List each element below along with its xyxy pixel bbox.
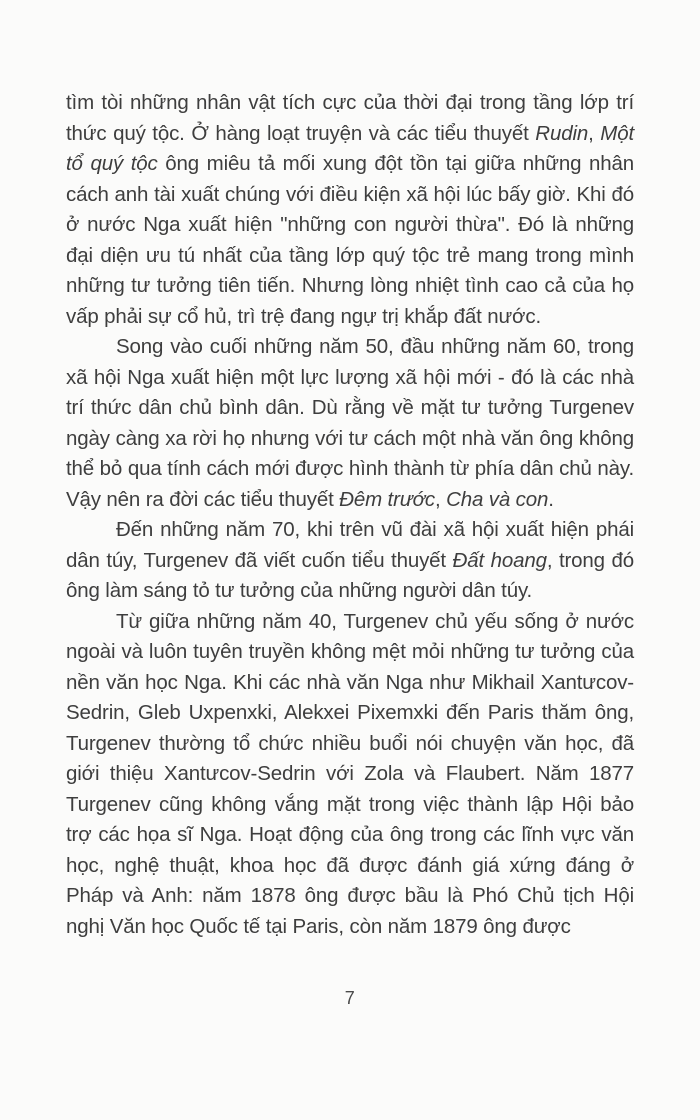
body-text: , trong đó ông làm sáng tỏ tư tưởng của những người dân túy. [66, 548, 634, 602]
paragraph [66, 607, 634, 943]
paragraph [66, 332, 634, 515]
book-title-italic: Đất hoang [452, 548, 547, 572]
paragraph [66, 88, 634, 332]
body-text: ông miêu tả mối xung đột tồn tại giữa những nhân cách anh tài xuất chúng với điều kiện xã hội lúc bấy giờ. Khi đó ở nước Nga xuất hiện "những con người thừa". Đó là những đại diện ưu tú nhất của tầng lớp quý tộc trẻ mang trong mình những tư tưởng tiên tiến. Nhưng lòng nhiệt tình cao cả của họ vấp phải sự cổ hủ, trì trệ đang ngự trị khắp đất nước. [66, 152, 634, 328]
book-title-italic: Đêm trước [339, 487, 435, 511]
body-text: , [588, 121, 601, 145]
book-title-italic: Cha và con [446, 487, 549, 511]
body-text: Song vào cuối những năm 50, đầu những năm 60, trong xã hội Nga xuất hiện một lực lượng xã hội mới - đó là các nhà trí thức dân chủ bình dân. Dù rằng về mặt tư tưởng Turgenev ngày càng xa rời họ nhưng với tư cách một nhà văn ông không thể bỏ qua tính cách mới được hình thành từ phía dân chủ này. Vậy nên ra đời các tiểu thuyết [66, 335, 634, 511]
body-text: , [434, 487, 447, 511]
book-title-italic: Rudin [535, 121, 589, 145]
body-text: Đến những năm 70, khi trên vũ đài xã hội xuất hiện phái dân túy, Turgenev đã viết cuốn tiểu thuyết [66, 518, 634, 572]
page-number: 7 [344, 988, 356, 1008]
body-text: tìm tòi những nhân vật tích cực của thời đại trong tầng lớp trí thức quý tộc. Ở hàng loạt truyện và các tiểu thuyết [66, 91, 634, 145]
book-title-italic: Một tổ quý tộc [66, 121, 634, 175]
paragraph [66, 515, 634, 607]
body-text: . [548, 487, 554, 511]
body-text: Từ giữa những năm 40, Turgenev chủ yếu sống ở nước ngoài và luôn tuyên truyền không mệt mỏi những tư tưởng của nền văn học Nga. Khi các nhà văn Nga như Mikhail Xantưcov-Sedrin, Gleb Uxpenxki, Alekxei Pixemxki đến Paris thăm ông, Turgenev thường tổ chức nhiều buổi nói chuyện văn học, đã giới thiệu Xantưcov-Sedrin với Zola và Flaubert. Năm 1877 Turgenev cũng không vắng mặt trong việc thành lập Hội bảo trợ các họa sĩ Nga. Hoạt động của ông trong các lĩnh vực văn học, nghệ thuật, khoa học đã được đánh giá xứng đáng ở Pháp và Anh: năm 1878 ông được bầu là Phó Chủ tịch Hội nghị Văn học Quốc tế tại Paris, còn năm 1879 ông được [66, 609, 634, 938]
text-block [66, 88, 634, 942]
